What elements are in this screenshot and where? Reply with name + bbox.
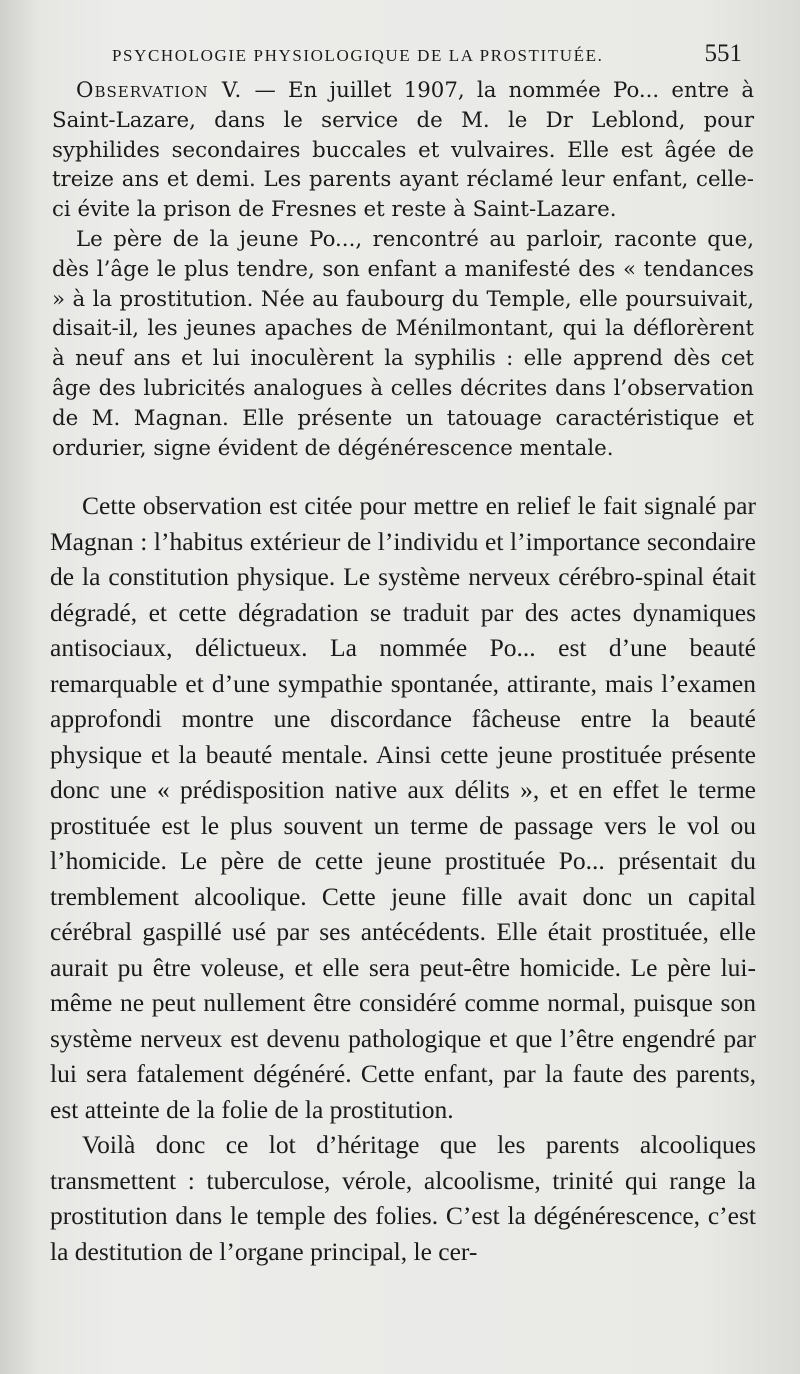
observation-label: Observation V. (76, 78, 243, 103)
page-header (112, 40, 742, 68)
body-paragraph-1: Cette observation est citée pour mettre en relief le fait signalé par Magnan : l’habitus extérieur de l’individu et l’importance secondaire de la constitution physique. Le système nerveux cérébro-spinal était dégradé, et cette dégradation se traduit par des actes dynamiques antisociaux, délictueux. La nommée Po... est d’une beauté remarquable et d’une sympathie spontanée, attirante, mais l’examen approfondi montre une discordance fâcheuse entre la beauté physique et la beauté mentale. Ainsi cette jeune prostituée présente donc une « prédisposition native aux délits », et en effet le terme prostituée est le plus souvent un terme de passage vers le vol ou l’homicide. Le père de cette jeune prostituée Po... présentait du tremblement alcoolique. Cette jeune fille avait donc un capital cérébral gaspillé usé par ses antécédents. Elle était prostituée, elle aurait pu être voleuse, et elle sera peut-être homicide. Le père lui-même ne peut nullement être considéré comme normal, puisque son système nerveux est devenu pathologique et que l’être engendré par lui sera fatalement dégénéré. Cette enfant, par la faute des parents, est atteinte de la folie de la prostitution. (50, 491, 756, 1124)
running-head: PSYCHOLOGIE PHYSIOLOGIQUE DE LA PROSTITUÉE. (112, 46, 604, 65)
observation-paragraph-1 (52, 76, 754, 225)
body-paragraph-2: Voilà donc ce lot d’héritage que les parents alcooliques transmettent : tuberculose, vérole, alcoolisme, trinité qui range la prostitution dans le temple des folies. C’est la dégénérescence, c’est la destitution de l’organe principal, le cer- (50, 1130, 756, 1266)
main-text (50, 488, 756, 1269)
observation-paragraph-2: Le père de la jeune Po..., rencontré au parloir, raconte que, dès l’âge le plus tendre, son enfant a manifesté des « tendances » à la prostitution. Née au faubourg du Temple, elle poursuivait, disait-il, les jeunes apaches de Ménilmontant, qui la déflorèrent à neuf ans et lui inoculèrent la syphilis : elle apprend dès cet âge des lubricités analogues à celles décrites dans l’observation de M. Magnan. Elle présente un tatouage caractéristique et ordurier, signe évident de dégénérescence mentale. (52, 226, 754, 461)
observation-block (52, 76, 754, 463)
observation-text-1: — En juillet 1907, la nommée Po... entre à Saint-Lazare, dans le service de M. le Dr Leblond, pour syphilides secondaires buccales et vulvaires. Elle est âgée de treize ans et demi. Les parents ayant réclamé leur enfant, celle-ci évite la prison de Fresnes et reste à Saint-Lazare. (52, 78, 755, 223)
page-number: 551 (704, 40, 742, 67)
